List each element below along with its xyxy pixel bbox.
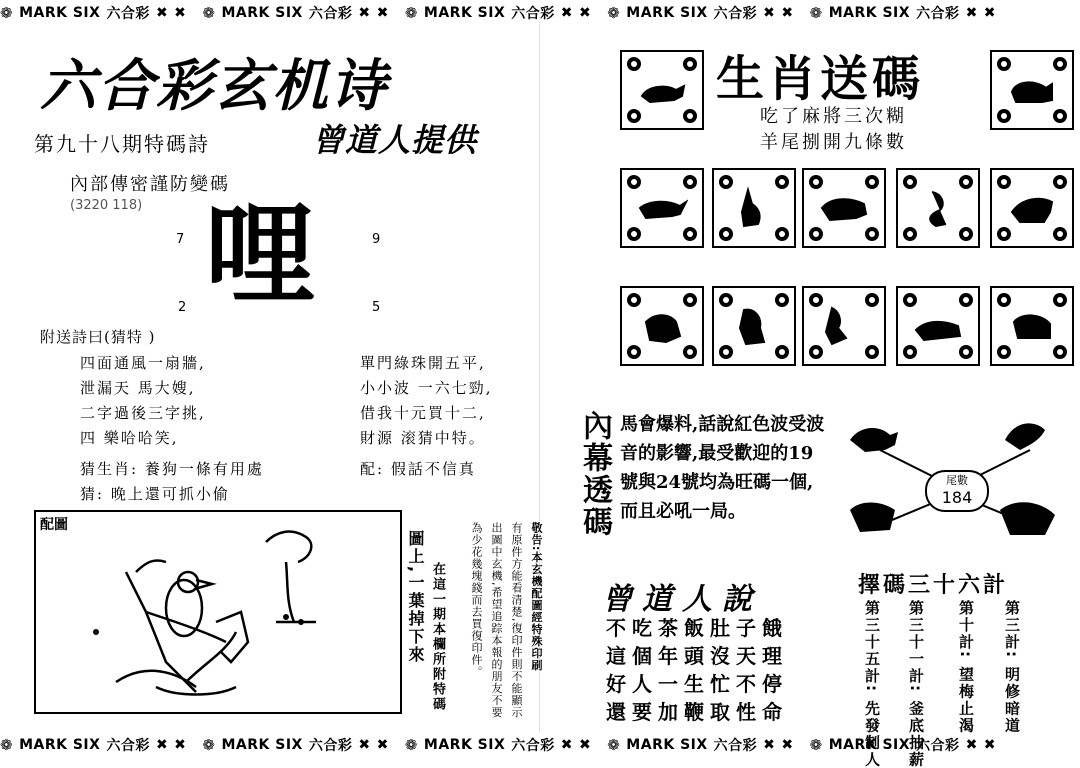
brand-text: MARK SIX (828, 5, 911, 21)
cross-icon: ✖ (965, 737, 978, 753)
top-unit (810, 3, 1002, 23)
brand-cn: 六合彩 (106, 6, 150, 22)
zodiac-tile (990, 50, 1074, 130)
brand-text: MARK SIX (221, 737, 303, 753)
cross-icon: ✖ (781, 737, 794, 753)
poem-left-line: 四 樂哈哈笑, (80, 429, 179, 447)
caption-col-1: 在這一期本欄所附特碼 (430, 562, 445, 712)
flower-icon: ❁ (809, 4, 823, 22)
zodiac-tile (712, 286, 796, 366)
plan-col: 第三十五計: 先發制人 (863, 600, 881, 768)
brand-text: MARK SIX (423, 5, 506, 21)
plans-title: 擇碼三十六計 (858, 573, 1009, 598)
zodiac-title: 生肖送碼 (716, 51, 925, 107)
cross-icon: ✖ (578, 5, 592, 21)
cross-icon: ✖ (763, 5, 776, 21)
zodiac-tile (620, 50, 704, 130)
poem-right-line: 小小波 一六七勁, (360, 379, 493, 397)
says-title: 曾道人說 (602, 582, 762, 617)
zodiac-animal-icon (636, 302, 688, 350)
bottom-unit (405, 735, 597, 755)
brand-cn: 六合彩 (916, 6, 960, 22)
zodiac-animal-icon (636, 184, 688, 232)
cross-icon: ✖ (174, 737, 187, 753)
says-row: 不吃茶飯肚子餓 (606, 616, 788, 640)
cross-icon: ✖ (965, 5, 978, 21)
flower-icon: ❁ (0, 4, 14, 22)
top-border-strip (0, 2, 1080, 24)
verse-2: 羊尾捌開九條數 (760, 132, 907, 153)
cross-icon: ✖ (155, 737, 169, 753)
brand-text: MARK SIX (19, 737, 101, 753)
brand-cn: 六合彩 (308, 6, 353, 22)
says-row: 還要加鞭取性命 (606, 700, 788, 724)
notice-col-4: 為少花幾塊錢而去買復印件。 (470, 522, 483, 678)
zodiac-tile (896, 168, 980, 248)
tail-bubble (925, 470, 989, 512)
flower-icon: ❁ (607, 736, 621, 754)
top-unit (607, 3, 799, 23)
secret-label: 內部傳密謹防變碼 (70, 174, 230, 195)
tail-diagram (840, 410, 1070, 560)
zodiac-animal-icon (636, 66, 688, 114)
bird-on-branch-illustration (36, 512, 400, 712)
brand-cn: 六合彩 (713, 6, 758, 22)
zodiac-animal-icon (1006, 302, 1058, 350)
poem-right-line: 借我十元買十二, (360, 404, 486, 422)
tail-label: 尾數 (946, 474, 968, 487)
flower-icon: ❁ (202, 736, 216, 754)
zodiac-animal-icon (728, 302, 780, 350)
brand-text: MARK SIX (828, 737, 911, 753)
brand-cn: 六合彩 (308, 738, 353, 754)
brand-text: MARK SIX (423, 737, 506, 753)
zodiac-animal-icon (818, 302, 870, 350)
flower-icon: ❁ (809, 736, 823, 754)
cross-icon: ✖ (155, 5, 169, 21)
inside-label: 內幕透碼 (577, 410, 612, 538)
gift-label: 附送詩曰(猜特 ) (40, 328, 156, 346)
brand-cn: 六合彩 (511, 6, 555, 22)
brand-cn: 六合彩 (713, 738, 758, 754)
poem-left-line: 四面通風一扇牆, (80, 354, 206, 372)
zodiac-animal-icon (728, 184, 780, 232)
code-label: (3220 118) (70, 198, 143, 213)
cross-icon: ✖ (358, 5, 371, 21)
zodiac-animal-icon (912, 184, 964, 232)
brand-cn: 六合彩 (511, 738, 555, 754)
brand-text: MARK SIX (626, 5, 708, 21)
flower-icon: ❁ (404, 4, 418, 22)
plan-col: 第十計: 望梅止渴 (957, 600, 975, 735)
brand-cn: 六合彩 (916, 738, 960, 754)
guess-line-2: 猜: 晚上還可抓小偷 (80, 485, 230, 503)
cross-icon: ✖ (781, 5, 794, 21)
caption-col-2: 圖上,一葉掉下來 (406, 530, 425, 665)
provider-label: 曾道人提供 (312, 121, 478, 159)
cross-icon: ✖ (983, 737, 997, 753)
zodiac-tile (620, 286, 704, 366)
cross-icon: ✖ (578, 737, 592, 753)
cross-icon: ✖ (983, 5, 997, 21)
zodiac-animal-icon (1006, 184, 1058, 232)
guess-line: 猜生肖: 養狗一條有用處 (80, 460, 264, 478)
zodiac-tile (712, 168, 796, 248)
corner-num-bl: 2 (178, 300, 187, 315)
pic-label: 配圖 (40, 517, 68, 533)
zodiac-tile (802, 168, 886, 248)
left-title: 六合彩玄机诗 (40, 53, 388, 119)
cross-icon: ✖ (376, 5, 389, 21)
zodiac-tile (802, 286, 886, 366)
inside-text: 馬會爆料,話說紅色波受波音的影響,最受歡迎的19號與24號均為旺碼一個,而且必吼一局。 (620, 414, 825, 522)
top-unit (202, 3, 394, 23)
zodiac-tile (990, 168, 1074, 248)
brand-cn: 六合彩 (106, 738, 150, 754)
zodiac-animal-icon (1006, 66, 1058, 114)
plan-col: 第三十一計: 釜底抽薪 (907, 600, 925, 768)
top-unit (0, 3, 192, 23)
flower-icon: ❁ (0, 736, 14, 754)
brand-text: MARK SIX (221, 5, 303, 21)
tail-value: 184 (941, 488, 973, 507)
brand-text: MARK SIX (626, 737, 708, 753)
top-unit (405, 3, 597, 23)
issue-label: 第九十八期特碼詩 (34, 132, 210, 156)
cross-icon: ✖ (174, 5, 187, 21)
cross-icon: ✖ (560, 737, 573, 753)
corner-num-br: 5 (372, 300, 381, 315)
flower-icon: ❁ (202, 4, 216, 22)
notice-col-2: 有原件方能看清楚,復印件則不能顯示 (510, 522, 523, 719)
brand-text: MARK SIX (19, 5, 101, 21)
zodiac-animal-icon (912, 302, 964, 350)
zodiac-tile (896, 286, 980, 366)
zodiac-tile (620, 168, 704, 248)
says-row: 好人一生忙不停 (606, 672, 788, 696)
zodiac-tile (990, 286, 1074, 366)
bottom-unit (0, 735, 192, 755)
pei-line: 配: 假話不信真 (360, 460, 476, 478)
cross-icon: ✖ (376, 737, 389, 753)
says-row: 這個年頭沒天理 (606, 644, 788, 668)
poem-left-line: 泄漏天 馬大嫂, (80, 379, 196, 397)
plan-col: 第三計: 明修暗道 (1003, 600, 1021, 735)
corner-num-tl: 7 (176, 232, 185, 247)
bottom-unit (607, 735, 799, 755)
notice-col-3: 出圖中玄機,希望追踪本報的朋友不要 (490, 522, 503, 719)
poem-right-line: 單門綠珠開五平, (360, 354, 486, 372)
poem-left-line: 二字過後三字挑, (80, 404, 206, 422)
zodiac-animal-icon (818, 184, 870, 232)
cross-icon: ✖ (560, 5, 573, 21)
flower-icon: ❁ (404, 736, 418, 754)
cross-icon: ✖ (763, 737, 776, 753)
poem-right-line: 財源 滚猜中特。 (360, 429, 486, 447)
notice-col-1: 敬告:本玄機配圖經特殊印刷 (530, 522, 543, 672)
flower-icon: ❁ (607, 4, 621, 22)
cross-icon: ✖ (358, 737, 371, 753)
bottom-unit (202, 735, 394, 755)
verse-1: 吃了麻將三次糊 (760, 106, 907, 127)
illustration-box (34, 510, 402, 714)
corner-num-tr: 9 (372, 232, 381, 247)
big-character: 哩 (205, 191, 315, 319)
